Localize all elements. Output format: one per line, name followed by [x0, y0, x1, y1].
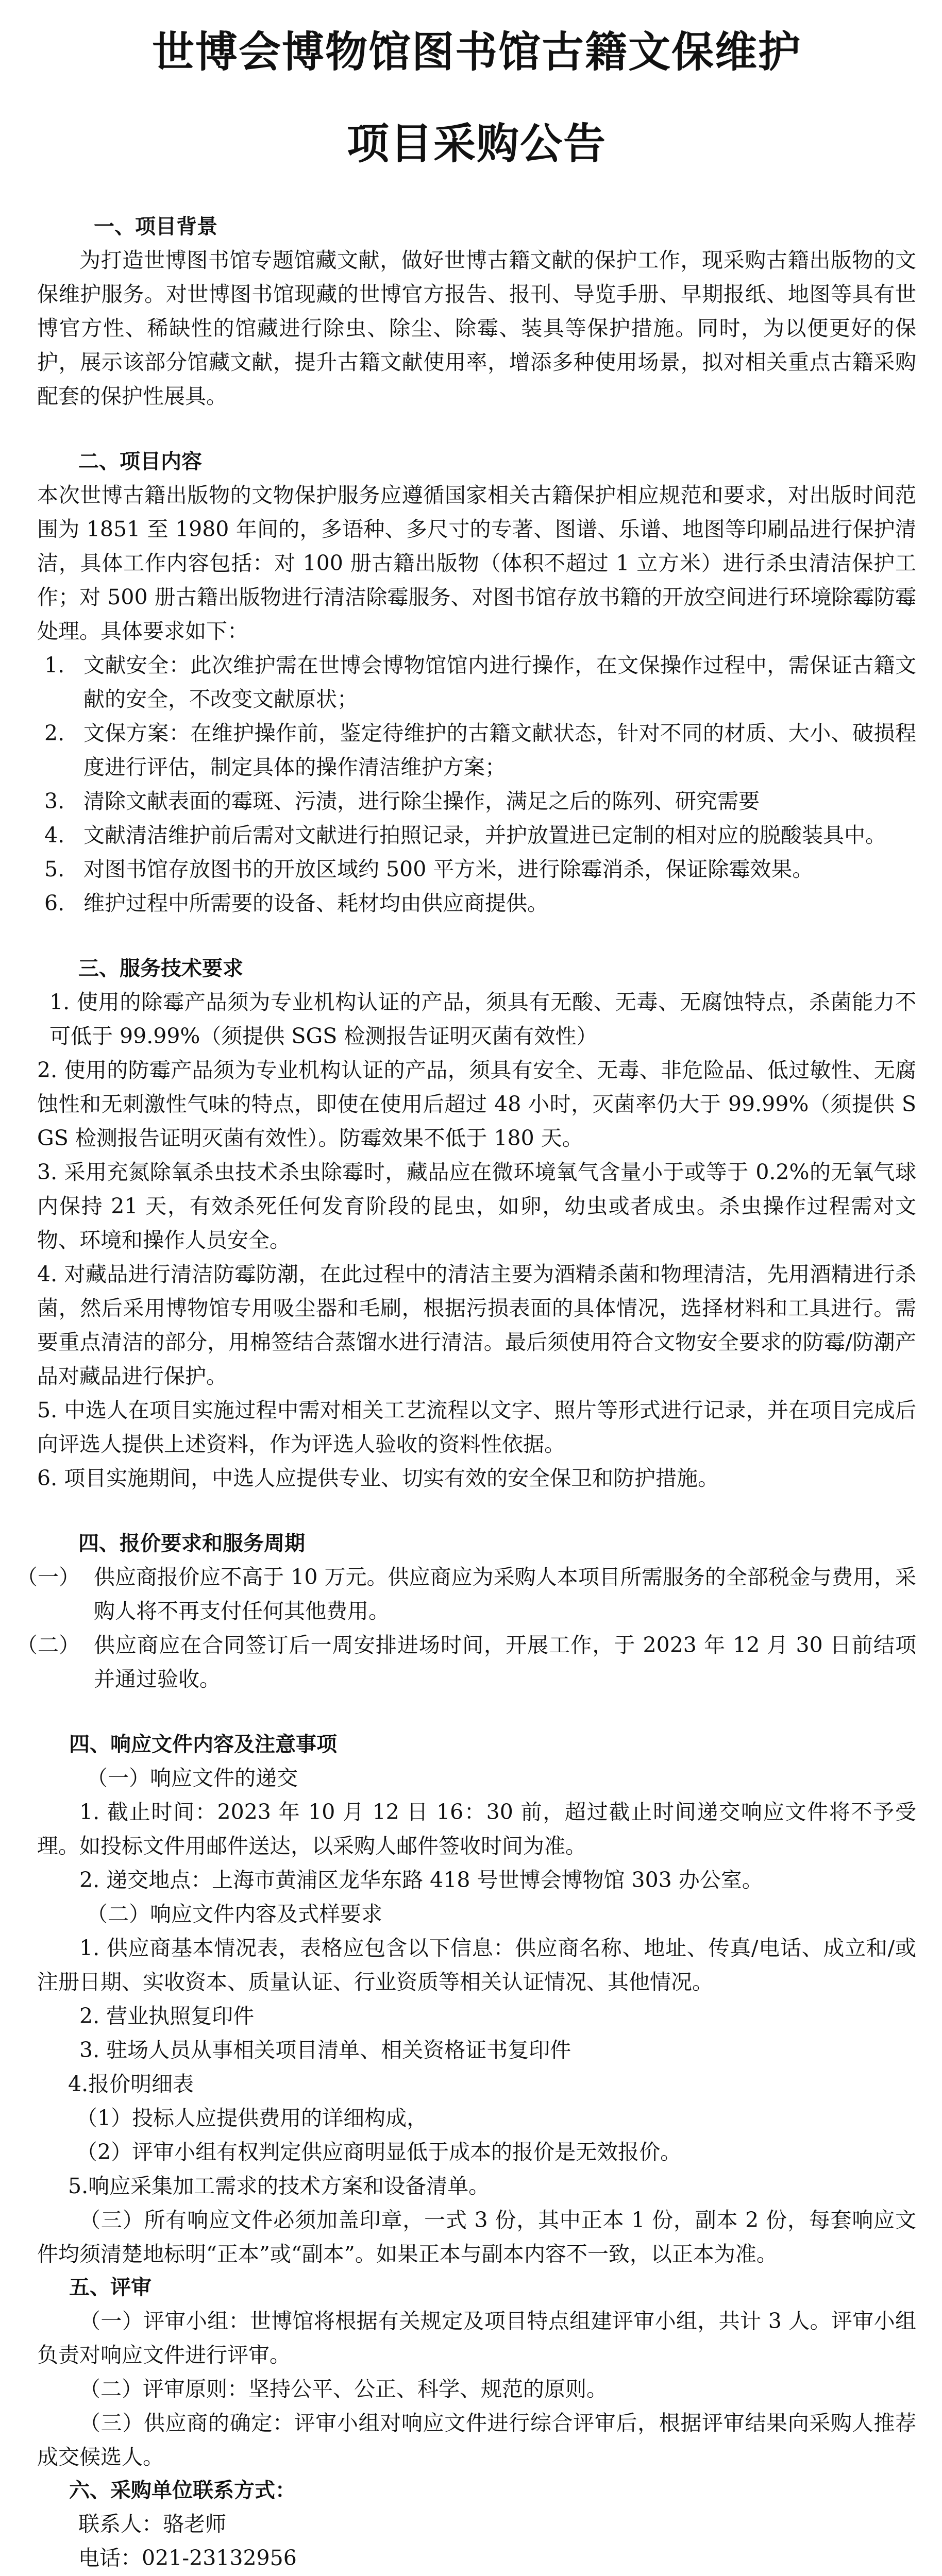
list-item: （二） 供应商应在合同签订后一周安排进场时间，开展工作，于 2023 年 12 月 30 日前结项并通过验收。: [16, 1633, 916, 1691]
document-title-line1: 世博会博物馆图书馆古籍文保维护: [152, 28, 801, 77]
paragraph: 5.响应采集加工需求的技术方案和设备清单。: [68, 2174, 490, 2198]
subsection-heading: （一）响应文件的递交: [87, 1766, 298, 1790]
list-item: 4. 文献清洁维护前后需对文献进行拍照记录，并护放置进已定制的相对应的脱酸装具中。: [44, 823, 886, 848]
list-item: （一） 供应商报价应不高于 10 万元。供应商应为采购人本项目所需服务的全部税金与费用，采购人将不再支付任何其他费用。: [16, 1565, 916, 1623]
list-item: 6. 维护过程中所需要的设备、耗材均由供应商提供。: [44, 891, 548, 916]
section-content: [37, 445, 916, 920]
paragraph: 2. 营业执照复印件: [79, 2004, 255, 2028]
section-heading: 四、报价要求和服务周期: [78, 1532, 305, 1555]
section-heading: 五、评审: [69, 2276, 152, 2299]
list-item: 3. 采用充氮除氧杀虫技术杀虫除霉时，藏品应在微环境氧气含量小于或等于 0.2%的无氧气球内保持 21 天，有效杀死任何发育阶段的昆虫，如卵，幼虫或者成虫。杀虫操作过程需对文物、环境和操作人员安全。: [37, 1160, 916, 1252]
section-review: [37, 2271, 916, 2474]
section-background: [37, 210, 916, 413]
paragraph: （2）评审小组有权判定供应商明显低于成本的报价是无效报价。: [76, 2140, 682, 2164]
list-item: 6. 项目实施期间，中选人应提供专业、切实有效的安全保卫和防护措施。: [37, 1466, 719, 1490]
section-heading: 一、项目背景: [94, 215, 217, 239]
paragraph: （一）评审小组：世博馆将根据有关规定及项目特点组建评审小组，共计 3 人。评审小组负责对响应文件进行评审。: [37, 2309, 916, 2367]
list-item: 3. 清除文献表面的霉斑、污渍，进行除尘操作，满足之后的陈列、研究需要: [44, 789, 760, 814]
section-heading: 四、响应文件内容及注意事项: [69, 1733, 337, 1756]
list-item: 5. 对图书馆存放图书的开放区域约 500 平方米，进行除霉消杀，保证除霉效果。: [44, 857, 814, 882]
section-quotation: [16, 1527, 916, 1696]
section-response-docs: [37, 1728, 916, 2271]
section-heading: 三、服务技术要求: [78, 957, 243, 980]
paragraph: 3. 驻场人员从事相关项目清单、相关资格证书复印件: [79, 2038, 571, 2062]
list-item: 1. 文献安全：此次维护需在世博会博物馆馆内进行操作，在文保操作过程中，需保证古籍文献的安全，不改变文献原状；: [44, 653, 916, 711]
section-contact: [37, 2474, 916, 2575]
paragraph: （1）投标人应提供费用的详细构成，: [76, 2106, 428, 2130]
contact-phone: 电话：021-23132956: [78, 2546, 297, 2570]
list-item: 5. 中选人在项目实施过程中需对相关工艺流程以文字、照片等形式进行记录，并在项目完成后向评选人提供上述资料，作为评选人验收的资料性依据。: [37, 1398, 916, 1456]
section-paragraph: 为打造世博图书馆专题馆藏文献，做好世博古籍文献的保护工作，现采购古籍出版物的文保维护服务。对世博图书馆现藏的世博官方报告、报刊、导览手册、早期报纸、地图等具有世博官方性、稀缺性的馆藏进行除虫、除尘、除霉、装具等保护措施。同时，为以便更好的保护，展示该部分馆藏文献，提升古籍文献使用率，增添多种使用场景，拟对相关重点古籍采购配套的保护性展具。: [37, 248, 916, 409]
subsection-heading: （二）响应文件内容及式样要求: [87, 1902, 382, 1926]
paragraph: 1. 截止时间：2023 年 10 月 12 日 16：30 前，超过截止时间递交响应文件将不予受理。如投标文件用邮件送达，以采购人邮件签收时间为准。: [37, 1800, 916, 1858]
paragraph: 1. 供应商基本情况表，表格应包含以下信息：供应商名称、地址、传真/电话、成立和/或注册日期、实收资本、质量认证、行业资质等相关认证情况、其他情况。: [37, 1936, 916, 1994]
paragraph: （三）供应商的确定：评审小组对响应文件进行综合评审后，根据评审结果向采购人推荐成交候选人。: [37, 2411, 916, 2469]
section-tech-requirements: [37, 952, 916, 1495]
document-title-line2: 项目采购公告: [346, 120, 607, 168]
list-item: 2. 文保方案：在维护操作前，鉴定待维护的古籍文献状态，针对不同的材质、大小、破损程度进行评估，制定具体的操作清洁维护方案；: [44, 721, 916, 779]
section-heading: 六、采购单位联系方式：: [69, 2479, 296, 2502]
paragraph: （二）评审原则：坚持公平、公正、科学、规范的原则。: [79, 2377, 608, 2401]
contact-person: 联系人：骆老师: [78, 2512, 226, 2536]
list-item: 2. 使用的防霉产品须为专业机构认证的产品，须具有安全、无毒、非危险品、低过敏性、无腐蚀性和无刺激性气味的特点，即使在使用后超过 48 小时，灭菌率仍大于 99.99%（须提供 SGS 检测报告证明灭菌有效性）。防霉效果不低于 180 天。: [37, 1058, 916, 1150]
list-item: 1. 使用的除霉产品须为专业机构认证的产品，须具有无酸、无毒、无腐蚀特点，杀菌能力不可低于 99.99%（须提供 SGS 检测报告证明灭菌有效性）: [49, 990, 916, 1048]
section-heading: 二、项目内容: [78, 450, 202, 473]
list-item: 4. 对藏品进行清洁防霉防潮，在此过程中的清洁主要为酒精杀菌和物理清洁，先用酒精进行杀菌，然后采用博物馆专用吸尘器和毛刷，根据污损表面的具体情况，选择材料和工具进行。需要重点清洁的部分，用棉签结合蒸馏水进行清洁。最后须使用符合文物安全要求的防霉/防潮产品对藏品进行保护。: [37, 1262, 916, 1388]
paragraph: （三）所有响应文件必须加盖印章，一式 3 份，其中正本 1 份，副本 2 份，每套响应文件均须清楚地标明“正本”或“副本”。如果正本与副本内容不一致，以正本为准。: [37, 2208, 916, 2266]
paragraph: 4.报价明细表: [68, 2072, 194, 2096]
paragraph: 2. 递交地点：上海市黄浦区龙华东路 418 号世博会博物馆 303 办公室。: [79, 1868, 763, 1892]
section-paragraph: 本次世博古籍出版物的文物保护服务应遵循国家相关古籍保护相应规范和要求，对出版时间范围为 1851 至 1980 年间的，多语种、多尺寸的专著、图谱、乐谱、地图等印刷品进行保护清洁，具体工作内容包括：对 100 册古籍出版物（体积不超过 1 立方米）进行杀虫清洁保护工作；对 500 册古籍出版物进行清洁除霉服务、对图书馆存放书籍的开放空间进行环境除霉防霉处理。具体要求如下：: [37, 483, 916, 643]
